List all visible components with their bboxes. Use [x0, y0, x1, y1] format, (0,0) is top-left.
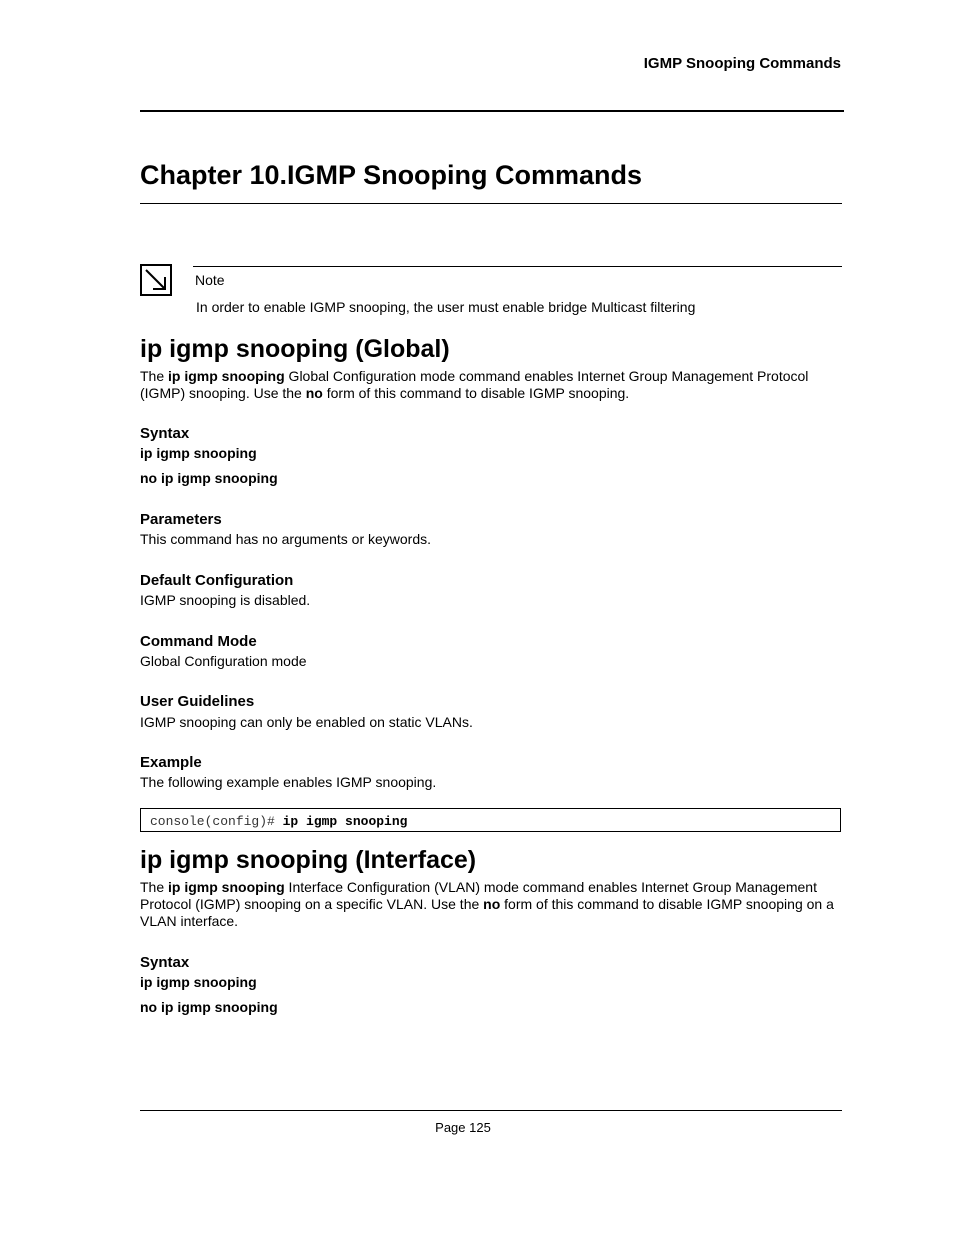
chapter-title: Chapter 10.IGMP Snooping Commands: [140, 160, 643, 190]
footer-rule: [140, 1110, 842, 1111]
chapter-rule: [140, 203, 842, 204]
command-keyword: ip igmp snooping: [168, 368, 285, 384]
default-config-text: IGMP snooping is disabled.: [140, 592, 311, 608]
note-icon: [140, 264, 172, 296]
section-description-global: The ip igmp snooping Global Configuration mode command enables Internet Group Management Protocol (IGMP) snooping. Use the no form of this command to disable IGMP snooping.: [140, 368, 809, 401]
syntax-heading: Syntax: [140, 954, 190, 971]
example-text: The following example enables IGMP snooping.: [140, 774, 437, 790]
command-mode-heading: Command Mode: [140, 633, 257, 650]
note-rule: [193, 266, 842, 267]
section-title-interface: ip igmp snooping (Interface): [140, 846, 477, 874]
section-title-global: ip igmp snooping (Global): [140, 335, 450, 363]
default-config-heading: Default Configuration: [140, 572, 294, 589]
running-header: IGMP Snooping Commands: [643, 55, 841, 72]
command-mode-text: Global Configuration mode: [140, 653, 307, 669]
page-number: Page 125: [435, 1120, 491, 1135]
syntax-line: no ip igmp snooping: [140, 999, 278, 1015]
user-guidelines-heading: User Guidelines: [140, 693, 255, 710]
user-guidelines-text: IGMP snooping can only be enabled on static VLANs.: [140, 714, 473, 730]
syntax-line: ip igmp snooping: [140, 445, 257, 461]
no-keyword: no: [483, 896, 501, 912]
no-keyword: no: [305, 385, 323, 401]
header-rule: [140, 110, 844, 112]
command-keyword: ip igmp snooping: [168, 879, 285, 895]
code-command: ip igmp snooping: [282, 814, 408, 829]
code-prompt: console(config)#: [150, 814, 283, 829]
note-label: Note: [195, 272, 225, 288]
example-heading: Example: [140, 754, 202, 771]
section-description-interface: The ip igmp snooping Interface Configuration (VLAN) mode command enables Internet Group Management Protocol (IGMP) snooping on a specific VLAN. Use the no form of this command to disable IGMP snooping on a VLAN interface.: [140, 879, 834, 929]
syntax-line: ip igmp snooping: [140, 974, 257, 990]
syntax-heading: Syntax: [140, 425, 190, 442]
parameters-text: This command has no arguments or keywords.: [140, 531, 432, 547]
syntax-line: no ip igmp snooping: [140, 470, 278, 486]
parameters-heading: Parameters: [140, 511, 222, 528]
code-example: [140, 808, 841, 832]
note-text: In order to enable IGMP snooping, the user must enable bridge Multicast filtering: [196, 299, 696, 315]
